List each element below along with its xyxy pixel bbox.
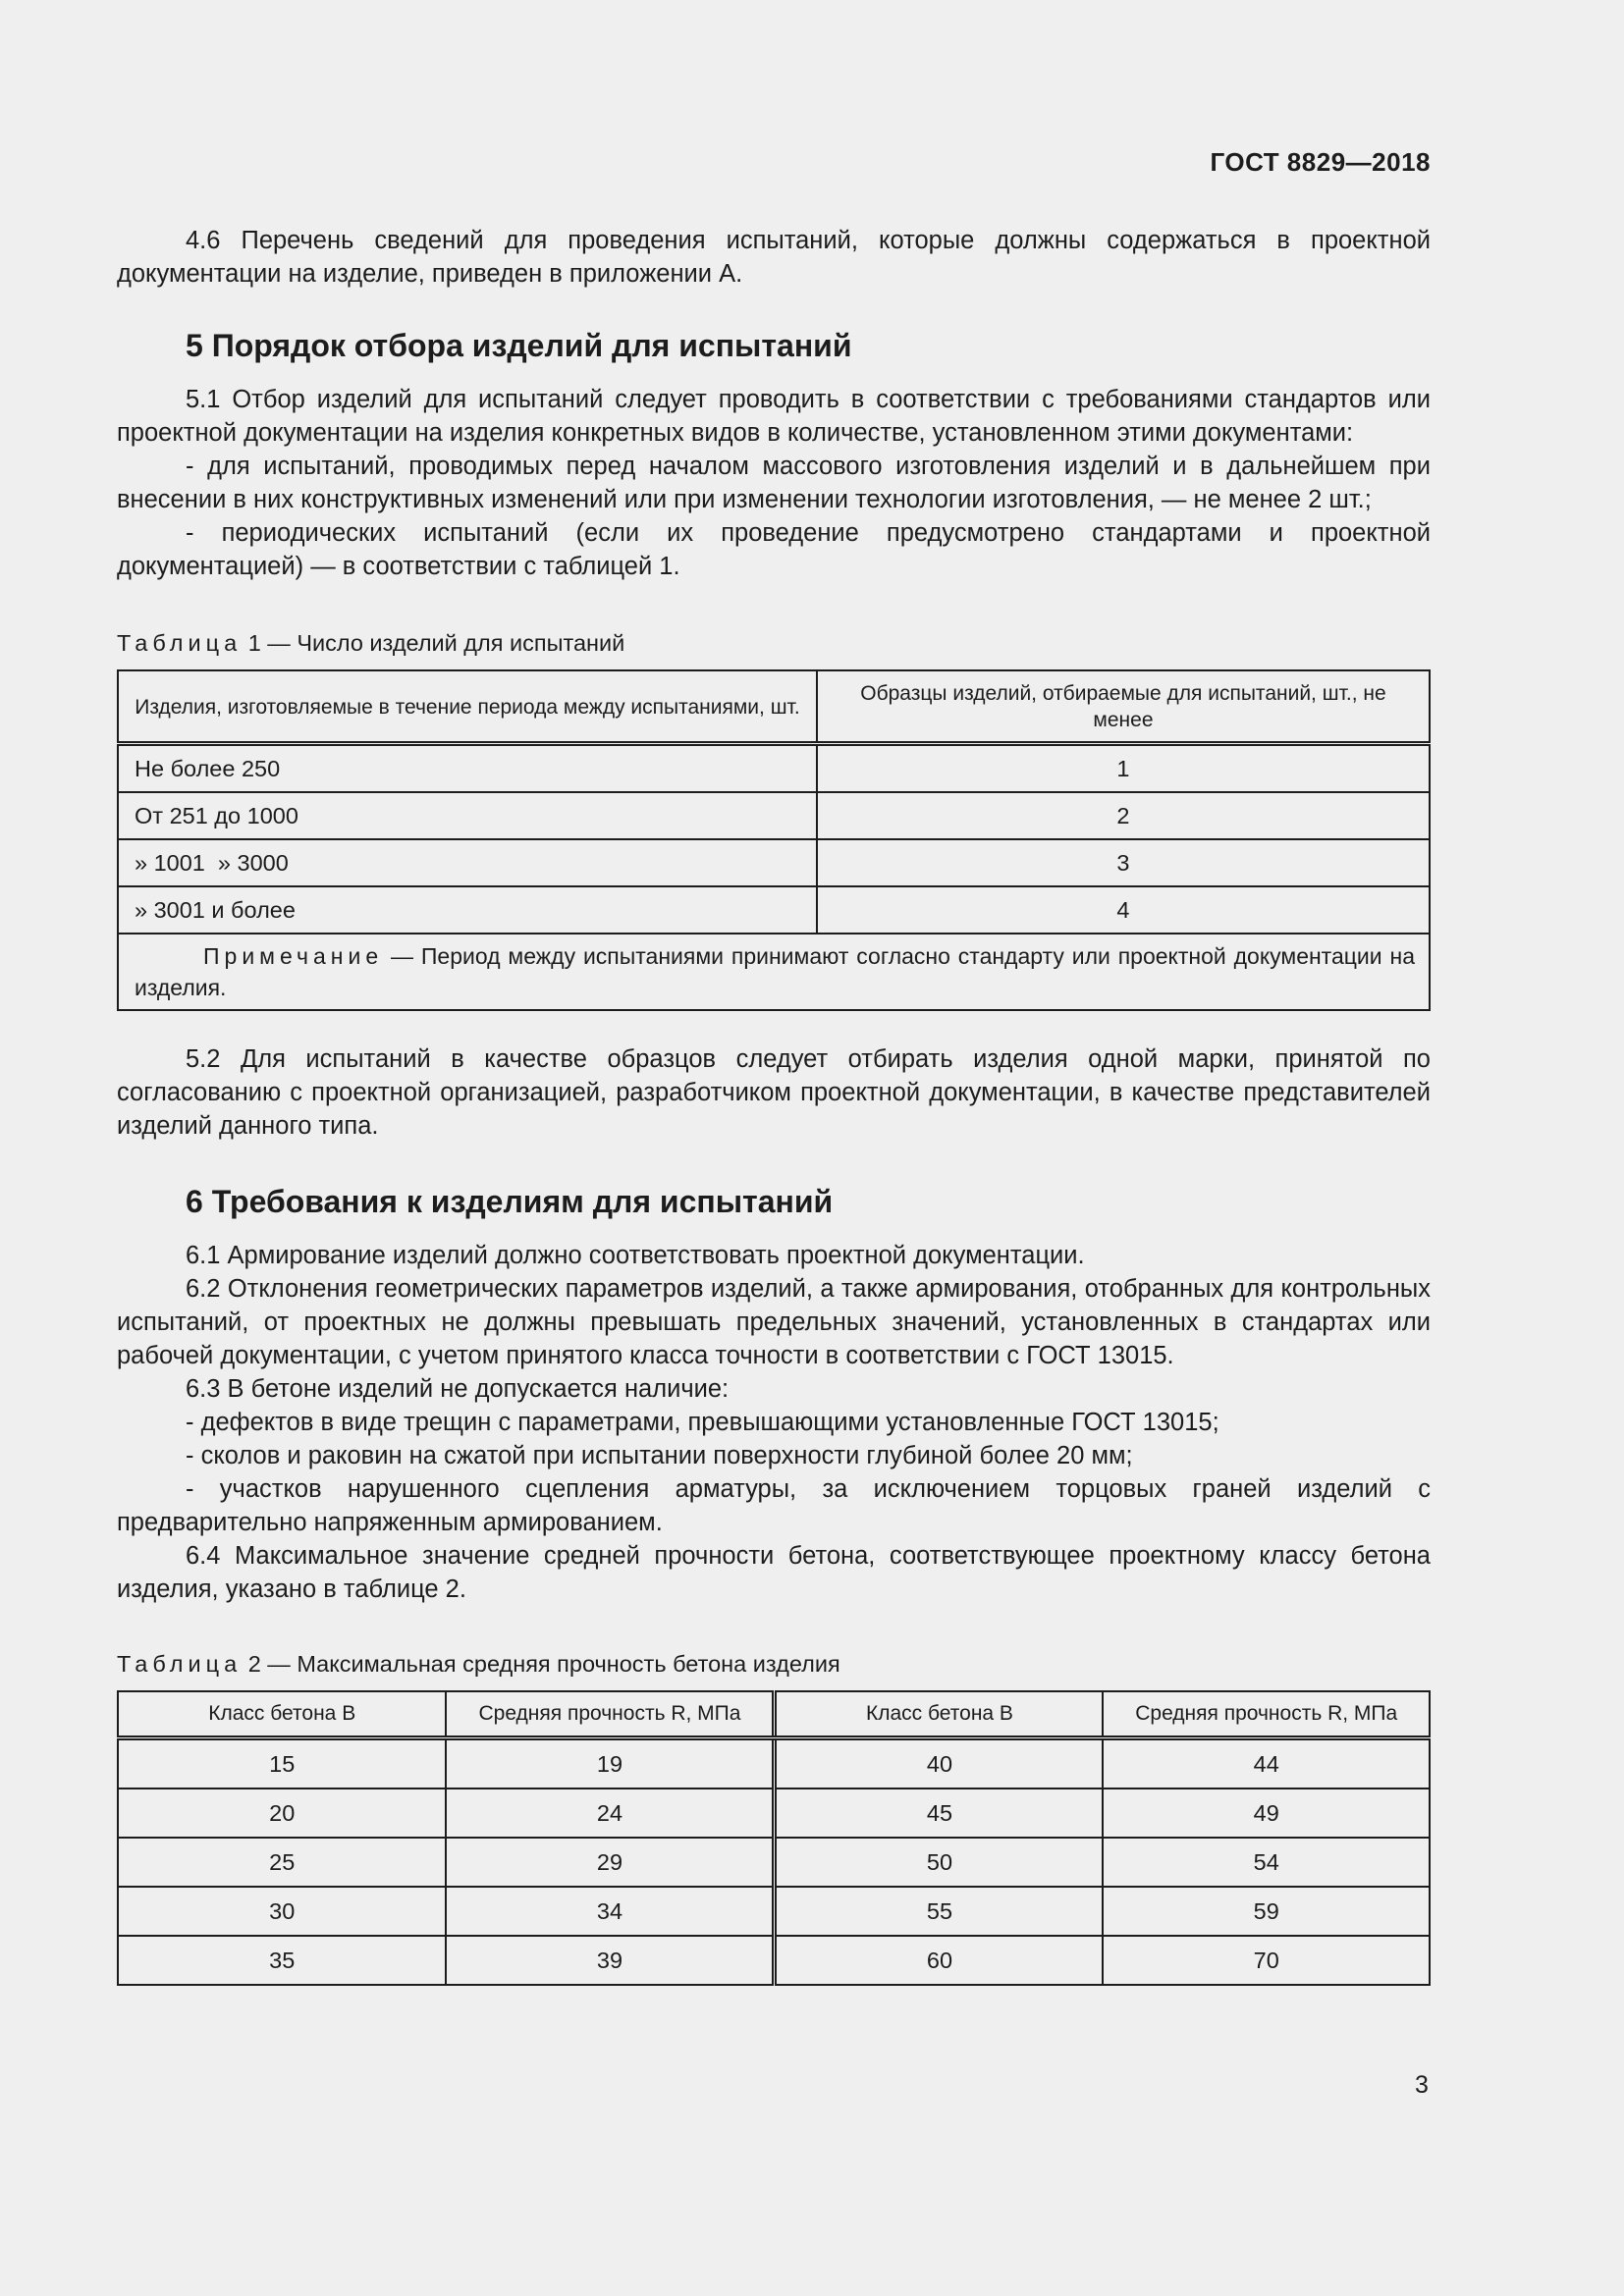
paragraph-4-6: 4.6 Перечень сведений для проведения испытаний, которые должны содержаться в проектной документации на изделие, приведен в приложении А. — [117, 227, 1431, 288]
table-1-caption — [117, 626, 1431, 660]
column-header: Класс бетона В — [118, 1691, 446, 1738]
table-row — [118, 1738, 1430, 1789]
table-cell: 15 — [118, 1738, 446, 1789]
list-item: - для испытаний, проводимых перед началом массового изготовления изделий и в дальнейшем при внесении в них конструктивных изменений или при изменении технологии изготовления, — не менее 2 шт.; — [117, 453, 1431, 513]
section-5-title: 5 Порядок отбора изделий для испытаний — [186, 328, 852, 363]
table-note — [118, 934, 1430, 1010]
column-header: Средняя прочность R, МПа — [1103, 1691, 1430, 1738]
table-row — [118, 839, 1430, 886]
paragraph-5-1: 5.1 Отбор изделий для испытаний следует проводить в соответствии с требованиями стандартов или проектной документации на изделия конкретных видов в количестве, установленном этими документами: — [117, 386, 1431, 447]
table-header-row — [118, 1691, 1430, 1738]
table-2 — [117, 1690, 1431, 1986]
table-row — [118, 1838, 1430, 1887]
table-cell: 59 — [1103, 1887, 1430, 1936]
paragraph-5-2: 5.2 Для испытаний в качестве образцов следует отбирать изделия одной марки, принятой по согласованию с проектной организацией, разработчиком проектной документации, в качестве представителей изделий данного типа. — [117, 1045, 1431, 1140]
paragraph-6-2: 6.2 Отклонения геометрических параметров изделий, а также армирования, отобранных для контрольных испытаний, от проектных не должны превышать предельных значений, установленных в стандартах или рабочей документации, с учетом принятого класса точности в соответствии с ГОСТ 13015. — [117, 1275, 1431, 1369]
list-item: - периодических испытаний (если их проведение предусмотрено стандартами и проектной документацией) — в соответствии с таблицей 1. — [117, 519, 1431, 580]
table-cell: 44 — [1103, 1738, 1430, 1789]
table-cell: 4 — [817, 886, 1430, 934]
table-cell: 70 — [1103, 1936, 1430, 1985]
table-cell: 60 — [775, 1936, 1103, 1985]
column-header: Образцы изделий, отбираемые для испытаний, шт., не менее — [817, 670, 1430, 744]
caption-text: 1 — Число изделий для испытаний — [247, 630, 625, 656]
table-2-caption — [117, 1647, 1431, 1681]
table-cell: 29 — [446, 1838, 775, 1887]
table-row — [118, 1936, 1430, 1985]
table-cell: 25 — [118, 1838, 446, 1887]
column-header: Изделия, изготовляемые в течение периода между испытаниями, шт. — [118, 670, 817, 744]
caption-text: 2 — Максимальная средняя прочность бетона изделия — [247, 1651, 840, 1677]
table-cell: 50 — [775, 1838, 1103, 1887]
table-row — [118, 792, 1430, 839]
table-header-row — [118, 670, 1430, 744]
paragraph-6-4: 6.4 Максимальное значение средней прочности бетона, соответствующее проектному классу бетона изделия, указано в таблице 2. — [117, 1542, 1431, 1603]
table-cell: 54 — [1103, 1838, 1430, 1887]
table-note-row — [118, 934, 1430, 1010]
table-cell: Не более 250 — [118, 744, 817, 793]
table-cell: 49 — [1103, 1789, 1430, 1838]
table-row — [118, 744, 1430, 793]
table-1 — [117, 669, 1431, 1011]
note-text: — Период между испытаниями принимают согласно стандарту или проектной документации на изделия. — [135, 943, 1415, 1000]
page-content — [117, 224, 1431, 1986]
page-number: 3 — [1415, 2071, 1429, 2099]
table-cell: 30 — [118, 1887, 446, 1936]
table-cell: 3 — [817, 839, 1430, 886]
column-header: Средняя прочность R, МПа — [446, 1691, 775, 1738]
column-header: Класс бетона В — [775, 1691, 1103, 1738]
table-cell: 55 — [775, 1887, 1103, 1936]
table-cell: 35 — [118, 1936, 446, 1985]
table-cell: 20 — [118, 1789, 446, 1838]
table-cell: От 251 до 1000 — [118, 792, 817, 839]
table-cell: 1 — [817, 744, 1430, 793]
table-cell: 19 — [446, 1738, 775, 1789]
list-item: - сколов и раковин на сжатой при испытании поверхности глубиной более 20 мм; — [186, 1442, 1133, 1469]
table-row — [118, 886, 1430, 934]
table-cell: 34 — [446, 1887, 775, 1936]
list-item: - дефектов в виде трещин с параметрами, превышающими установленные ГОСТ 13015; — [186, 1409, 1219, 1436]
table-cell: » 1001 » 3000 — [118, 839, 817, 886]
table-cell: 39 — [446, 1936, 775, 1985]
note-label: Примечание — [203, 943, 384, 969]
section-6-title: 6 Требования к изделиям для испытаний — [186, 1184, 834, 1219]
list-item: - участков нарушенного сцепления арматуры, за исключением торцовых граней изделий с предварительно напряженным армированием. — [117, 1475, 1431, 1536]
caption-label: Таблица — [117, 630, 243, 656]
paragraph-6-1: 6.1 Армирование изделий должно соответствовать проектной документации. — [186, 1242, 1085, 1269]
table-row — [118, 1789, 1430, 1838]
table-row — [118, 1887, 1430, 1936]
document-code: ГОСТ 8829—2018 — [1210, 147, 1431, 177]
table-cell: 40 — [775, 1738, 1103, 1789]
table-cell: 45 — [775, 1789, 1103, 1838]
caption-label: Таблица — [117, 1651, 243, 1677]
table-cell: » 3001 и более — [118, 886, 817, 934]
paragraph-6-3: 6.3 В бетоне изделий не допускается наличие: — [186, 1375, 730, 1403]
table-cell: 2 — [817, 792, 1430, 839]
table-cell: 24 — [446, 1789, 775, 1838]
